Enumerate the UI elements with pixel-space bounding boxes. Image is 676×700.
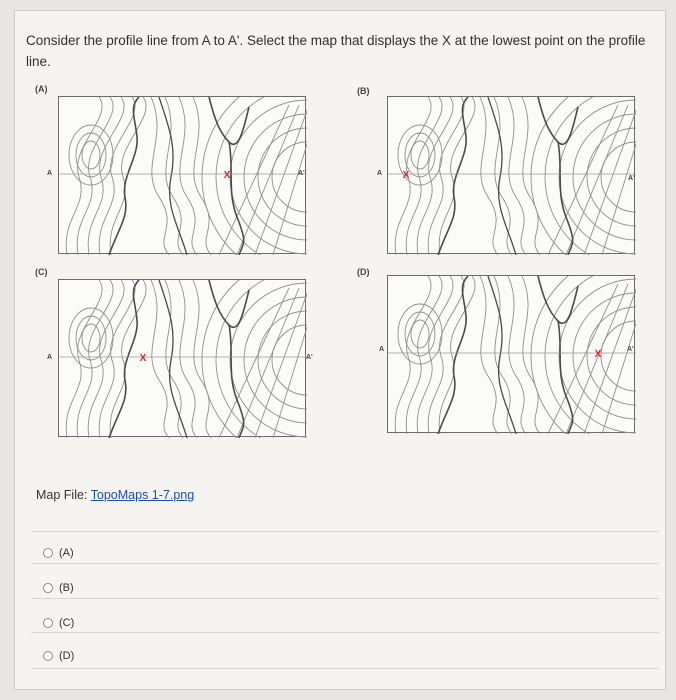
point-a-end-a: A' <box>298 170 305 177</box>
point-a-start-d: A <box>379 346 385 353</box>
map-file-label: Map File: <box>36 488 88 502</box>
map-file-link[interactable]: TopoMaps 1-7.png <box>90 488 195 502</box>
option-a-label: (A) <box>59 547 74 559</box>
divider <box>31 668 659 669</box>
option-b[interactable] <box>43 582 74 594</box>
map-file-row <box>36 488 194 502</box>
river <box>438 276 468 434</box>
river <box>209 280 249 438</box>
contour-line <box>66 280 102 438</box>
radio-d[interactable] <box>43 651 53 661</box>
option-a[interactable] <box>43 547 74 559</box>
topo-contours-b <box>388 97 636 255</box>
contour-line <box>110 97 146 255</box>
topo-map-c <box>58 279 306 437</box>
map-label-d: (D) <box>357 267 370 277</box>
river <box>538 97 578 255</box>
topo-map-b <box>387 96 635 254</box>
map-label-b: (B) <box>357 86 370 96</box>
x-marker: X <box>139 353 147 364</box>
river <box>488 276 516 434</box>
contour-line <box>428 276 464 434</box>
topo-map-d <box>387 275 635 433</box>
radio-c[interactable] <box>43 618 53 628</box>
map-label-c: (C) <box>35 267 48 277</box>
point-a-end-d: A' <box>627 346 634 353</box>
divider <box>31 598 659 599</box>
question-card <box>14 10 666 690</box>
point-a-start-c: A <box>47 354 53 361</box>
river <box>488 97 516 255</box>
topo-contours-c <box>59 280 307 438</box>
river <box>109 97 139 255</box>
contour-line <box>99 280 135 438</box>
point-a-start-a: A <box>47 170 53 177</box>
contour-line <box>428 97 464 255</box>
contour-line <box>439 97 475 255</box>
point-a-end-b: A' <box>628 175 635 182</box>
contour-line <box>439 276 475 434</box>
option-b-label: (B) <box>59 582 74 594</box>
contour-line <box>66 97 102 255</box>
point-a-start-b: A <box>377 170 383 177</box>
contour-line <box>99 97 135 255</box>
option-d-label: (D) <box>59 650 75 662</box>
contour-line <box>255 105 307 255</box>
divider <box>31 531 659 532</box>
x-marker: X <box>223 170 231 181</box>
topo-contours-a <box>59 97 307 255</box>
radio-a[interactable] <box>43 548 53 558</box>
river <box>159 97 187 255</box>
contour-line <box>584 284 636 434</box>
x-marker: X <box>402 170 410 181</box>
contour-line <box>395 276 431 434</box>
map-label-a: (A) <box>35 84 48 94</box>
question-text: Consider the profile line from A to A'. Select the map that displays the X at the lowest point on the profile line. <box>26 33 646 69</box>
contour-line <box>395 97 431 255</box>
radio-b[interactable] <box>43 583 53 593</box>
point-a-end-c: A' <box>306 354 313 361</box>
river <box>109 280 139 438</box>
topo-map-a <box>58 96 306 254</box>
option-d[interactable] <box>43 650 74 662</box>
option-c[interactable] <box>43 617 74 629</box>
contour-line <box>255 288 307 438</box>
divider <box>31 632 659 633</box>
river <box>159 280 187 438</box>
river <box>538 276 578 434</box>
x-marker: X <box>594 349 602 360</box>
river <box>438 97 468 255</box>
topo-contours-d <box>388 276 636 434</box>
divider <box>31 563 659 564</box>
option-c-label: (C) <box>59 617 75 629</box>
